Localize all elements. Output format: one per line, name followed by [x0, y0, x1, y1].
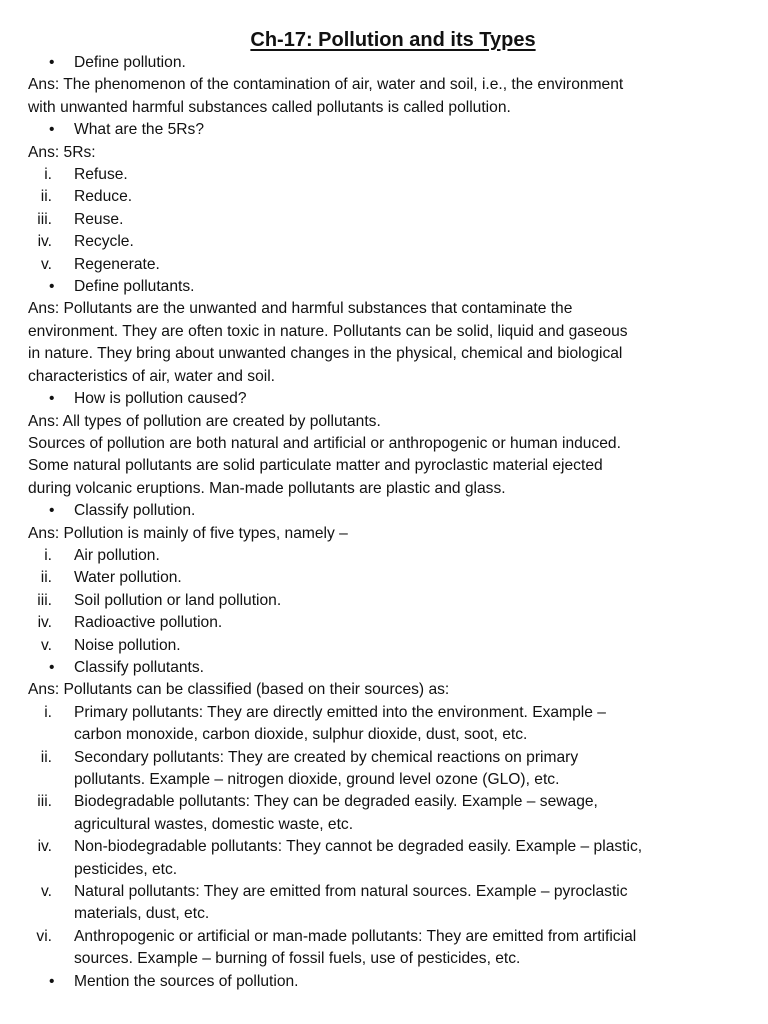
answer-text: Ans: Pollutants can be classified (based on their sources) as:	[28, 681, 450, 699]
numbered-item	[28, 254, 744, 276]
list-item-text: Soil pollution or land pollution.	[74, 591, 282, 609]
list-item-text: Reuse.	[74, 210, 124, 228]
list-marker: iv.	[37, 233, 52, 251]
numbered-item	[28, 881, 744, 903]
answer-text: in nature. They bring about unwanted changes in the physical, chemical and biological	[28, 345, 623, 363]
list-marker: ii.	[40, 748, 52, 766]
list-item-text: Air pollution.	[74, 546, 160, 564]
numbered-item	[28, 747, 744, 769]
answer-text: Ans: 5Rs:	[28, 143, 96, 161]
numbered-item	[28, 567, 744, 589]
question-bullet	[28, 119, 744, 141]
document-body	[28, 52, 744, 993]
list-item-text: Non-biodegradable pollutants: They cannot be degraded easily. Example – plastic,	[74, 838, 643, 856]
numbered-item	[28, 590, 744, 612]
page-title: Ch-17: Pollution and its Types	[250, 29, 536, 51]
list-item-text: Secondary pollutants: They are created by chemical reactions on primary	[74, 748, 579, 766]
question-bullet	[28, 388, 744, 410]
list-item-continuation: pesticides, etc.	[74, 860, 178, 878]
list-marker: v.	[41, 636, 52, 654]
numbered-item	[28, 702, 744, 724]
answer-text: characteristics of air, water and soil.	[28, 367, 276, 385]
question-bullet	[28, 657, 744, 679]
answer-text: Sources of pollution are both natural and artificial or anthropogenic or human induced.	[28, 434, 621, 452]
question-text: Define pollution.	[74, 54, 186, 71]
question-text: Classify pollution.	[74, 502, 196, 520]
list-item-text: Noise pollution.	[74, 636, 181, 654]
list-marker: vi.	[36, 927, 52, 945]
question-text: What are the 5Rs?	[74, 121, 205, 139]
question-bullet	[28, 52, 744, 74]
question-text: How is pollution caused?	[74, 390, 247, 408]
question-bullet	[28, 276, 744, 298]
answer-text: environment. They are often toxic in nature. Pollutants can be solid, liquid and gaseous	[28, 322, 628, 340]
list-marker: v.	[41, 883, 52, 901]
answer-text: with unwanted harmful substances called pollutants is called pollution.	[28, 98, 511, 116]
numbered-item	[28, 186, 744, 208]
numbered-item	[28, 164, 744, 186]
list-item-text: Radioactive pollution.	[74, 614, 223, 632]
question-bullet	[28, 971, 744, 993]
question-text: Define pollutants.	[74, 278, 195, 296]
list-marker: i.	[44, 166, 52, 184]
list-item-continuation: agricultural wastes, domestic waste, etc.	[74, 815, 354, 833]
answer-text: during volcanic eruptions. Man-made pollutants are plastic and glass.	[28, 479, 506, 497]
list-marker: i.	[44, 546, 52, 564]
question-text: Classify pollutants.	[74, 658, 205, 676]
numbered-item	[28, 791, 744, 813]
list-item-text: Regenerate.	[74, 255, 160, 273]
list-marker: iv.	[37, 838, 52, 856]
answer-text: Ans: All types of pollution are created by pollutants.	[28, 412, 381, 430]
list-marker: iii.	[37, 793, 52, 811]
numbered-item	[28, 635, 744, 657]
list-marker: iv.	[37, 614, 52, 632]
answer-text: Ans: Pollutants are the unwanted and harmful substances that contaminate the	[28, 300, 573, 318]
list-marker: iii.	[37, 591, 52, 609]
list-item-text: Refuse.	[74, 166, 128, 184]
list-item-continuation: materials, dust, etc.	[74, 905, 210, 923]
numbered-item	[28, 836, 744, 858]
list-marker: iii.	[37, 210, 52, 228]
list-item-continuation: pollutants. Example – nitrogen dioxide, ground level ozone (GLO), etc.	[74, 771, 560, 788]
list-marker: i.	[44, 703, 52, 721]
numbered-item	[28, 545, 744, 567]
answer-text: Some natural pollutants are solid particulate matter and pyroclastic material ejected	[28, 457, 603, 475]
list-marker: ii.	[40, 569, 52, 587]
list-item-text: Anthropogenic or artificial or man-made pollutants: They are emitted from artificial	[74, 927, 637, 945]
list-item-text: Natural pollutants: They are emitted from natural sources. Example – pyroclastic	[74, 883, 628, 901]
list-item-text: Primary pollutants: They are directly emitted into the environment. Example –	[74, 703, 606, 721]
list-item-text: Water pollution.	[74, 569, 182, 587]
answer-text: Ans: Pollution is mainly of five types, namely –	[28, 524, 348, 542]
list-item-continuation: sources. Example – burning of fossil fuels, use of pesticides, etc.	[74, 950, 521, 968]
numbered-item	[28, 926, 744, 948]
answer-text: Ans: The phenomenon of the contamination of air, water and soil, i.e., the environment	[28, 76, 624, 94]
list-item-continuation: carbon monoxide, carbon dioxide, sulphur dioxide, dust, soot, etc.	[74, 726, 528, 744]
list-item-text: Reduce.	[74, 188, 133, 206]
question-bullet	[28, 500, 744, 522]
list-item-text: Biodegradable pollutants: They can be degraded easily. Example – sewage,	[74, 793, 598, 811]
document-page	[28, 28, 744, 993]
numbered-item	[28, 612, 744, 634]
list-item-text: Recycle.	[74, 233, 134, 251]
question-text: Mention the sources of pollution.	[74, 972, 299, 990]
numbered-item	[28, 209, 744, 231]
list-marker: ii.	[40, 188, 52, 206]
list-marker: v.	[41, 255, 52, 273]
numbered-item	[28, 231, 744, 253]
